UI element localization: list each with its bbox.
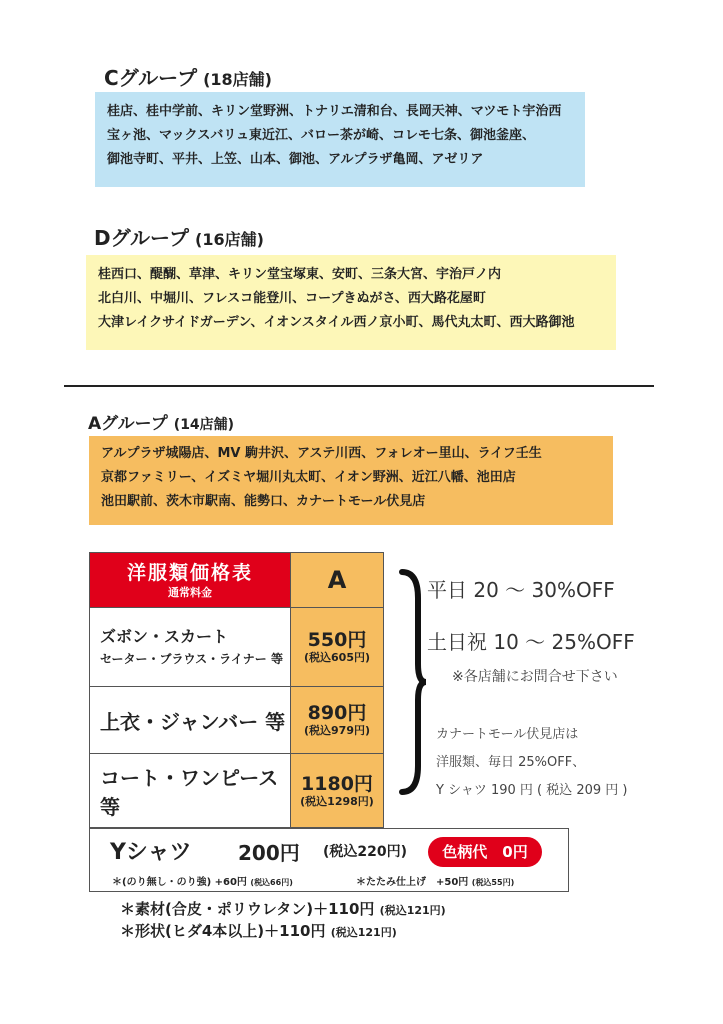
a-group-store-list bbox=[89, 436, 613, 525]
section-divider bbox=[64, 385, 654, 387]
d-group-store-list bbox=[86, 255, 616, 350]
shirt-tax: (税込220円) bbox=[323, 844, 408, 860]
shirt-option-starch bbox=[112, 873, 293, 888]
d-group-name: Dグループ bbox=[94, 226, 190, 250]
price-column-header: A bbox=[291, 553, 384, 608]
price-item-pants bbox=[90, 608, 291, 687]
price-cell bbox=[291, 754, 384, 828]
price-cell bbox=[291, 687, 384, 754]
price-table-header bbox=[90, 553, 291, 608]
a-group-name: Aグループ bbox=[88, 414, 168, 434]
price-value: 1180円 bbox=[301, 772, 373, 795]
note-line: カナートモール伏見店は bbox=[436, 727, 579, 742]
shirt-price-box bbox=[89, 828, 569, 892]
price-table-title: 洋服類価格表 bbox=[126, 562, 253, 584]
store-line: アルプラザ城陽店、MV 駒井沢、アステ川西、フォレオー里山、ライフ壬生 bbox=[101, 446, 542, 461]
item-name: ズボン・スカート bbox=[100, 627, 229, 646]
option-tax: (税込55円) bbox=[471, 878, 515, 887]
d-group-title bbox=[94, 222, 264, 251]
store-line: 宝ヶ池、マックスバリュ東近江、バロー茶が崎、コレモ七条、御池釜座、 bbox=[107, 128, 535, 143]
a-group-count: (14店舗) bbox=[173, 417, 235, 433]
price-tax: (税込979円) bbox=[303, 724, 371, 737]
item-name: 上衣・ジャンバー 等 bbox=[100, 709, 286, 734]
c-group-name: Cグループ bbox=[104, 66, 198, 90]
note-line: Y シャツ 190 円 ( 税込 209 円 ) bbox=[436, 783, 628, 798]
price-tax: (税込1298円) bbox=[300, 794, 374, 808]
c-group-store-list bbox=[95, 92, 585, 187]
option-text: ＊(のり無し・のり強) +60円 bbox=[112, 877, 247, 888]
price-tax: (税込605円) bbox=[303, 651, 371, 664]
item-subname: セーター・ブラウス・ライナー 等 bbox=[100, 652, 283, 666]
a-group-title bbox=[88, 409, 234, 434]
store-line: 大津レイクサイドガーデン、イオンスタイル西ノ京小町、馬代丸太町、西大路御池 bbox=[98, 315, 575, 330]
extra-charge-material bbox=[120, 898, 446, 919]
price-value: 890円 bbox=[307, 702, 367, 724]
d-group-count: (16店舗) bbox=[195, 230, 264, 249]
inquiry-note: ※各店舗にお問合せ下さい bbox=[452, 669, 618, 685]
c-group-count: (18店舗) bbox=[203, 70, 272, 89]
store-line: 北白川、中堀川、フレスコ能登川、コープきぬがさ、西大路花屋町 bbox=[98, 291, 486, 306]
store-line: 京都ファミリー、イズミヤ堀川丸太町、イオン野洲、近江八幡、池田店 bbox=[101, 470, 516, 485]
store-line: 御池寺町、平井、上笠、山本、御池、アルプラザ亀岡、アゼリア bbox=[107, 152, 484, 167]
store-line: 桂西口、醍醐、草津、キリン堂宝塚東、安町、三条大宮、宇治戸ノ内 bbox=[98, 267, 502, 282]
c-group-title bbox=[104, 62, 272, 91]
price-table bbox=[89, 552, 384, 828]
curly-brace-icon bbox=[398, 568, 428, 796]
option-tax: (税込66円) bbox=[250, 878, 293, 887]
weekday-discount: 平日 20 〜 30%OFF bbox=[427, 578, 615, 602]
option-text: ＊たたみ仕上げ +50円 bbox=[356, 877, 469, 888]
extra-charge-shape bbox=[120, 920, 397, 941]
weekend-discount: 土日祝 10 〜 25%OFF bbox=[427, 630, 635, 654]
price-item-jacket bbox=[90, 687, 291, 754]
item-name: コート・ワンピース 等 bbox=[100, 765, 279, 819]
price-cell bbox=[291, 608, 384, 687]
color-charge-badge: 色柄代 0円 bbox=[428, 837, 542, 867]
shirt-option-fold bbox=[356, 873, 514, 888]
extra-tax: (税込121円) bbox=[379, 904, 446, 917]
store-line: 桂店、桂中学前、キリン堂野洲、トナリエ清和台、長岡天神、マツモト宇治西 bbox=[107, 104, 562, 119]
note-line: 洋服類、毎日 25%OFF、 bbox=[436, 755, 586, 770]
extra-tax: (税込121円) bbox=[330, 926, 397, 939]
extra-text: ＊素材(合皮・ポリウレタン)＋110円 bbox=[120, 900, 375, 918]
price-table-subtitle: 通常料金 bbox=[168, 586, 212, 599]
special-store-note bbox=[436, 721, 628, 805]
price-item-coat bbox=[90, 754, 291, 828]
store-line: 池田駅前、茨木市駅南、能勢口、カナートモール伏見店 bbox=[101, 494, 426, 509]
shirt-price: 200円 bbox=[238, 841, 300, 865]
shirt-label: Yシャツ bbox=[110, 840, 192, 865]
extra-text: ＊形状(ヒダ4本以上)＋110円 bbox=[120, 922, 326, 940]
price-value: 550円 bbox=[307, 629, 367, 651]
